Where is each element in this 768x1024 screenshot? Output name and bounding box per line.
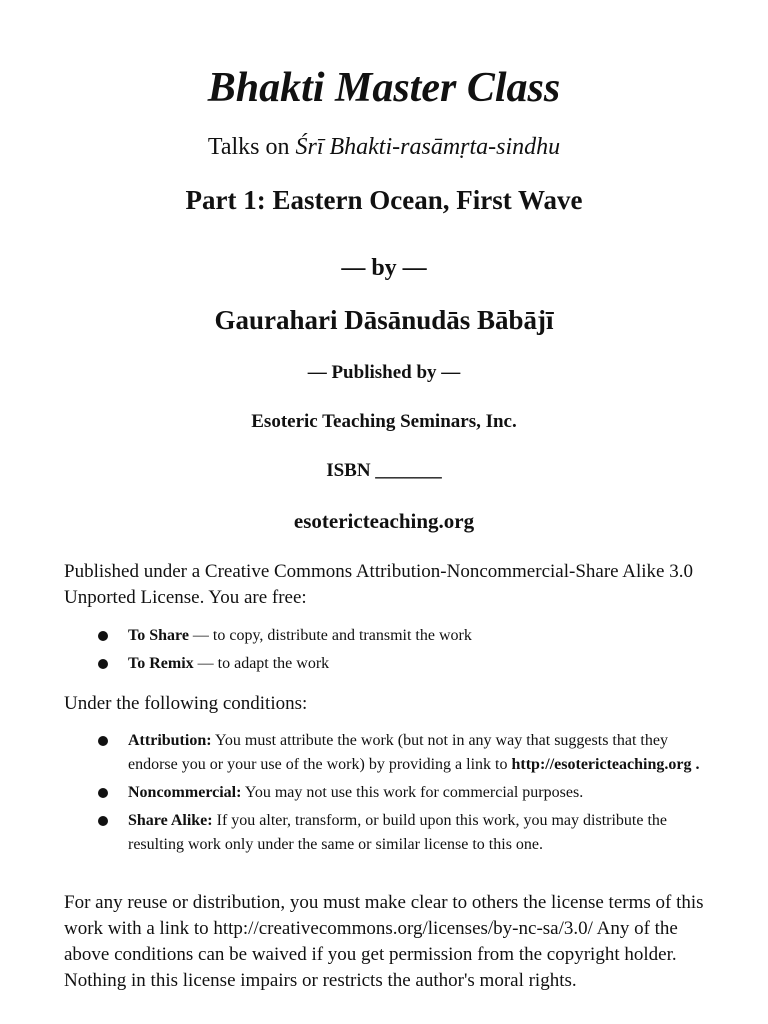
condition-text: If you alter, transform, or build upon this work, you may distribute the resulting work only under the same or similar license to this one.: [128, 812, 667, 853]
list-item: [96, 729, 706, 777]
bullet-icon: [98, 659, 108, 669]
condition-term: Noncommercial:: [128, 784, 242, 801]
condition-text: You may not use this work for commercial purposes.: [241, 784, 584, 801]
freedom-text: — to copy, distribute and transmit the work: [188, 627, 472, 644]
condition-term: Attribution:: [128, 732, 212, 749]
isbn-line: ISBN _______: [326, 460, 442, 481]
conditions-intro: Under the following conditions:: [64, 693, 308, 714]
list-item: [96, 781, 706, 805]
list-item: [96, 809, 706, 857]
freedom-term: To Remix: [128, 655, 194, 672]
bullet-icon: [98, 631, 108, 641]
author-name: Gaurahari Dāsānudās Bābājī: [214, 305, 554, 335]
by-line: — by —: [341, 255, 427, 281]
license-intro: Published under a Creative Commons Attribution-Noncommercial-Share Alike 3.0 Unported License. You are free:: [64, 561, 693, 608]
subtitle-prefix: Talks on: [207, 134, 290, 160]
freedom-term: To Share: [128, 627, 189, 644]
published-by-line: — Published by —: [307, 362, 461, 383]
book-title: Bhakti Master Class: [207, 65, 561, 111]
freedom-text: — to adapt the work: [193, 655, 330, 672]
freedoms-list: [96, 624, 706, 680]
condition-term: Share Alike:: [128, 812, 213, 829]
conditions-list: [96, 729, 706, 861]
list-item: [96, 652, 706, 676]
subtitle-work: Śrī Bhakti-rasāmṛta-sindhu: [295, 134, 561, 160]
reuse-notice: For any reuse or distribution, you must make clear to others the license terms of this work with a link to http://creativecommons.org/licenses/by-nc-sa/3.0/ Any of the above conditions can be waived if you get permission from the copyright holder. Nothing in this license impairs or restricts the author's moral rights.: [64, 892, 704, 991]
attribution-link: http://esotericteaching.org: [511, 756, 692, 773]
part-heading: Part 1: Eastern Ocean, First Wave: [185, 185, 583, 215]
publisher-name: Esoteric Teaching Seminars, Inc.: [251, 411, 517, 432]
bullet-icon: [98, 816, 108, 826]
website-url: esotericteaching.org: [293, 509, 475, 533]
bullet-icon: [98, 788, 108, 798]
condition-text: You must attribute the work (but not in any way that suggests that they endorse you or your use of the work) by providing a link to: [128, 732, 668, 773]
book-subtitle: [0, 132, 768, 162]
list-item: [96, 624, 706, 648]
bullet-icon: [98, 736, 108, 746]
attribution-link-tail: .: [691, 756, 700, 773]
